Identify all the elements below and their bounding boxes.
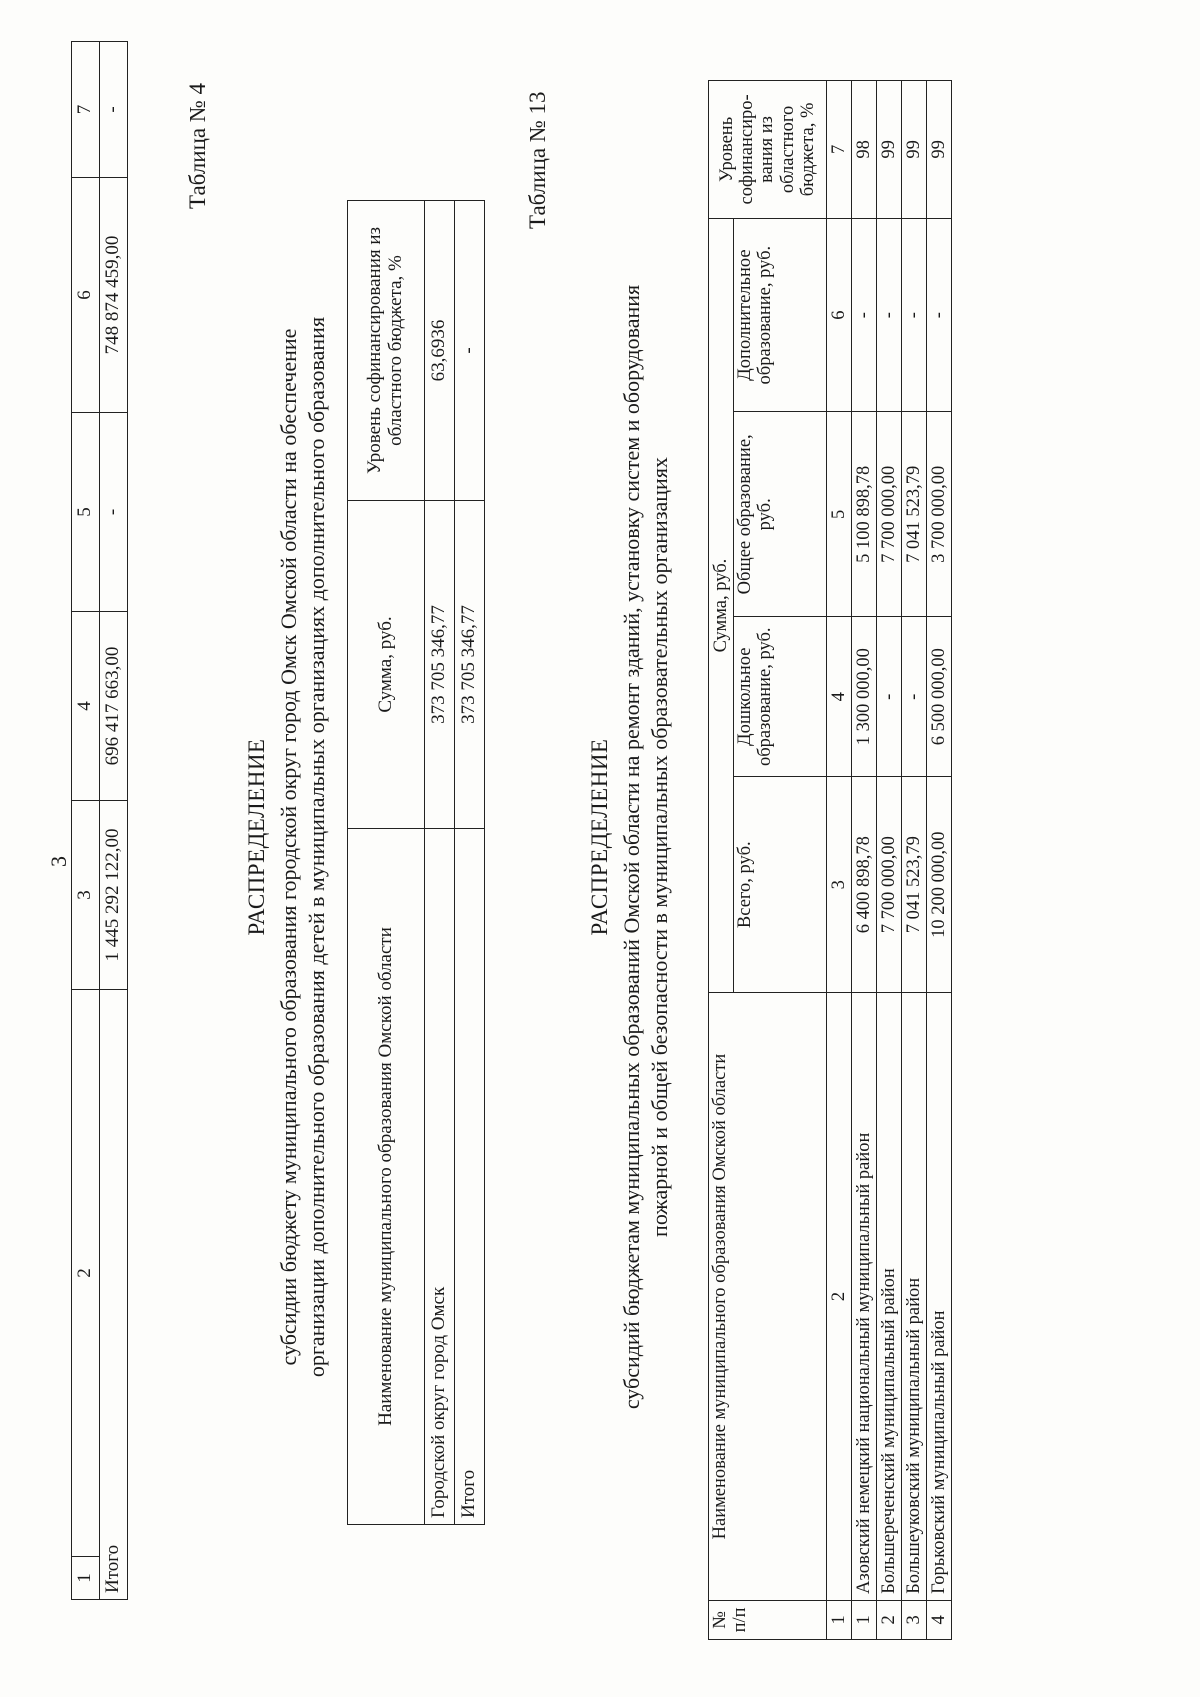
table-row	[827, 81, 852, 1640]
cell: -	[852, 218, 877, 412]
header-cell: Уровень софинансиро-вания из областного бюджета, %	[709, 81, 827, 219]
cell: Горьковский муниципальный район	[927, 993, 952, 1601]
cell: Большереченский муниципальный район	[877, 993, 902, 1601]
col-number: 1	[72, 1557, 100, 1600]
cell: 99	[877, 81, 902, 219]
cell: 1 300 000,00	[852, 617, 877, 777]
col-number: 1	[827, 1600, 852, 1639]
table-13-subtitle	[618, 107, 673, 1587]
cell: 99	[902, 81, 927, 219]
table-row	[877, 81, 902, 1640]
cell: 373 705 346,77	[455, 501, 485, 829]
cell: 373 705 346,77	[425, 501, 455, 829]
table-4-heading: РАСПРЕДЕЛЕНИЕ	[244, 738, 269, 936]
cell: 7 700 000,00	[877, 412, 902, 617]
cell: -	[100, 413, 128, 612]
cell: Большеуковский муниципальный район	[902, 993, 927, 1601]
table-row	[72, 42, 100, 1600]
col-number: 3	[72, 801, 100, 990]
header-cell: Сумма, руб.	[709, 218, 734, 992]
col-number: 3	[827, 777, 852, 993]
col-number: 5	[72, 413, 100, 612]
header-cell: Всего, руб.	[734, 777, 827, 993]
table-header-row	[709, 81, 734, 1640]
table-13	[708, 80, 952, 1640]
header-cell: Общее образование, руб.	[734, 412, 827, 617]
col-number: 4	[72, 612, 100, 801]
col-number: 2	[72, 990, 100, 1557]
subtitle-line: организации дополнительного образования детей в муниципальных организациях дополнительного образования	[303, 316, 329, 1378]
table-row	[927, 81, 952, 1640]
cell: -	[100, 42, 128, 178]
col-number: 7	[827, 81, 852, 219]
col-number: 6	[827, 218, 852, 412]
header-cell: Дополнительное образование, руб.	[734, 218, 827, 412]
cell: -	[455, 201, 485, 501]
table-row	[455, 201, 485, 1525]
table-4	[347, 200, 485, 1525]
cell: 63,6936	[425, 201, 455, 501]
cell: -	[902, 218, 927, 412]
page-number: 3	[46, 856, 71, 867]
cell: 6 400 898,78	[852, 777, 877, 993]
total-label: Итого	[100, 990, 128, 1600]
cell: 748 874 459,00	[100, 178, 128, 413]
cell: 4	[927, 1600, 952, 1639]
table-13-ref: Таблица № 13	[525, 91, 550, 229]
table-13-heading: РАСПРЕДЕЛЕНИЕ	[587, 738, 612, 936]
cell: Итого	[455, 829, 485, 1525]
table-row	[425, 201, 455, 1525]
header-cell: Наименование муниципального образования Омской области	[709, 993, 827, 1601]
table-row	[100, 42, 128, 1600]
header-cell: Уровень софинансирования из областного бюджета, %	[348, 201, 425, 501]
cell: 98	[852, 81, 877, 219]
cell: -	[877, 617, 902, 777]
table-row	[902, 81, 927, 1640]
table-row	[852, 81, 877, 1640]
header-cell: Наименование муниципального образования Омской области	[348, 829, 425, 1525]
table-4-subtitle	[275, 147, 330, 1547]
cell: 10 200 000,00	[927, 777, 952, 993]
col-number: 7	[72, 42, 100, 178]
cell: -	[927, 218, 952, 412]
col-number: 2	[827, 993, 852, 1601]
cell: 7 041 523,79	[902, 412, 927, 617]
cell: 99	[927, 81, 952, 219]
header-cell: Дошкольное образование, руб.	[734, 617, 827, 777]
cell: 6 500 000,00	[927, 617, 952, 777]
header-cell: Сумма, руб.	[348, 501, 425, 829]
cell: -	[877, 218, 902, 412]
col-number: 5	[827, 412, 852, 617]
subtitle-line: пожарной и общей безопасности в муниципальных образовательных организациях	[646, 457, 672, 1237]
cell: 3	[902, 1600, 927, 1639]
cell: 2	[877, 1600, 902, 1639]
cell: 5 100 898,78	[852, 412, 877, 617]
header-cell: № п/п	[709, 1600, 827, 1639]
subtitle-line: субсидий бюджетам муниципальных образований Омской области на ремонт зданий, установку систем и оборудования	[619, 284, 644, 1410]
cell: 7 041 523,79	[902, 777, 927, 993]
table-4-ref: Таблица № 4	[185, 82, 210, 209]
subtitle-line: субсидии бюджету муниципального образования городской округ город Омск Омской области на обеспечение	[276, 328, 301, 1366]
cell: 696 417 663,00	[100, 612, 128, 801]
col-number: 6	[72, 178, 100, 413]
col-number: 4	[827, 617, 852, 777]
cell: Азовский немецкий национальный муниципальный район	[852, 993, 877, 1601]
cell: -	[902, 617, 927, 777]
cell: 1 445 292 122,00	[100, 801, 128, 990]
table-3-tail	[71, 41, 128, 1600]
cell: Городской округ город Омск	[425, 829, 455, 1525]
cell: 7 700 000,00	[877, 777, 902, 993]
cell: 3 700 000,00	[927, 412, 952, 617]
cell: 1	[852, 1600, 877, 1639]
table-header-row	[348, 201, 425, 1525]
